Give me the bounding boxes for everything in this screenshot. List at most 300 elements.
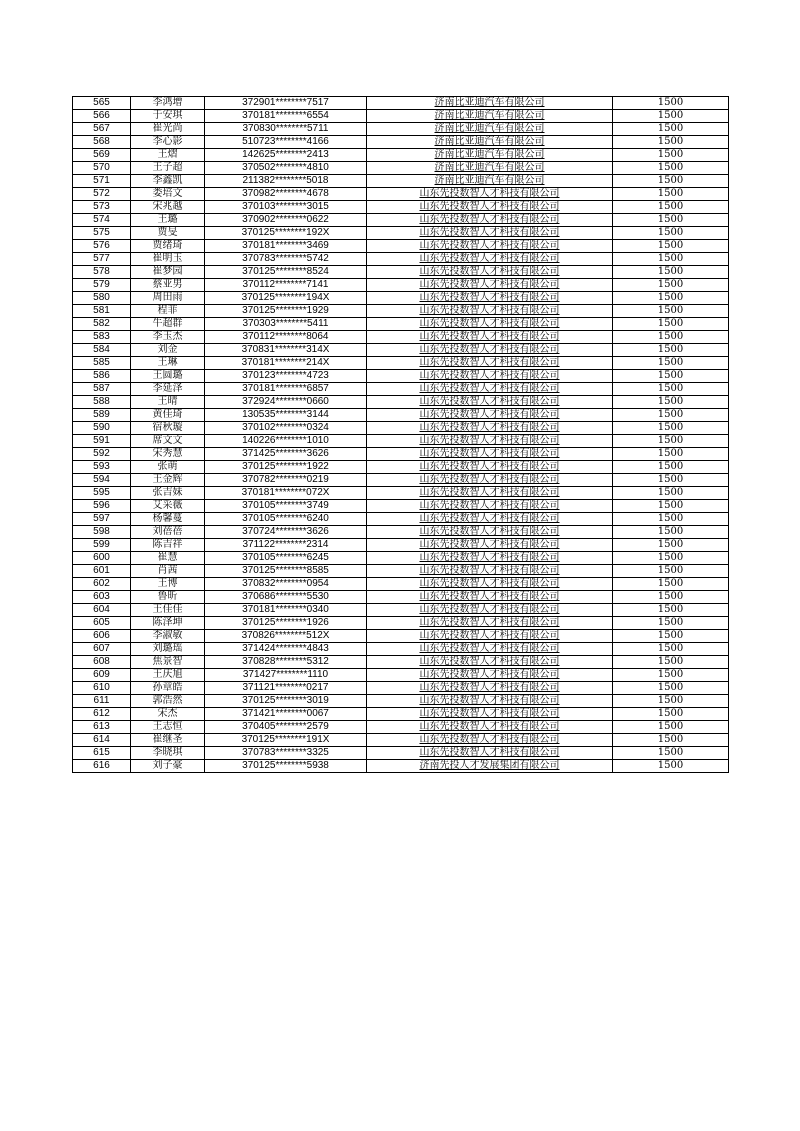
- id-number-cell: 370125********5938: [205, 760, 367, 773]
- serial-number-cell: 589: [73, 409, 131, 422]
- company-cell: 山东先投数智人才科技有限公司: [367, 266, 613, 279]
- serial-number-cell: 604: [73, 604, 131, 617]
- table-row: [73, 500, 729, 513]
- id-number-cell: 370103********3015: [205, 201, 367, 214]
- amount-cell: 1500: [613, 643, 729, 656]
- amount-cell: 1500: [613, 747, 729, 760]
- company-cell: 山东先投数智人才科技有限公司: [367, 422, 613, 435]
- name-cell: 刘子豪: [131, 760, 205, 773]
- name-cell: 张吉妹: [131, 487, 205, 500]
- name-cell: 王佳佳: [131, 604, 205, 617]
- name-cell: 王熠: [131, 149, 205, 162]
- serial-number-cell: 587: [73, 383, 131, 396]
- company-cell: 山东先投数智人才科技有限公司: [367, 227, 613, 240]
- id-number-cell: 370686********5530: [205, 591, 367, 604]
- id-number-cell: 211382********5018: [205, 175, 367, 188]
- name-cell: 周田雨: [131, 292, 205, 305]
- company-cell: 山东先投数智人才科技有限公司: [367, 396, 613, 409]
- id-number-cell: 370830********5711: [205, 123, 367, 136]
- name-cell: 崔继圣: [131, 734, 205, 747]
- company-cell: 山东先投数智人才科技有限公司: [367, 721, 613, 734]
- id-number-cell: 370125********8585: [205, 565, 367, 578]
- table-row: [73, 513, 729, 526]
- table-row: [73, 461, 729, 474]
- table-row: [73, 617, 729, 630]
- serial-number-cell: 584: [73, 344, 131, 357]
- company-cell: 济南比亚迪汽车有限公司: [367, 162, 613, 175]
- name-cell: 李鸿增: [131, 97, 205, 110]
- amount-cell: 1500: [613, 448, 729, 461]
- table-row: [73, 396, 729, 409]
- serial-number-cell: 611: [73, 695, 131, 708]
- amount-cell: 1500: [613, 734, 729, 747]
- amount-cell: 1500: [613, 591, 729, 604]
- serial-number-cell: 582: [73, 318, 131, 331]
- serial-number-cell: 568: [73, 136, 131, 149]
- serial-number-cell: 575: [73, 227, 131, 240]
- amount-cell: 1500: [613, 630, 729, 643]
- serial-number-cell: 565: [73, 97, 131, 110]
- amount-cell: 1500: [613, 383, 729, 396]
- company-cell: 山东先投数智人才科技有限公司: [367, 747, 613, 760]
- id-number-cell: 370123********4723: [205, 370, 367, 383]
- amount-cell: 1500: [613, 604, 729, 617]
- company-cell: 山东先投数智人才科技有限公司: [367, 305, 613, 318]
- id-number-cell: 370831********314X: [205, 344, 367, 357]
- id-number-cell: 370105********6245: [205, 552, 367, 565]
- id-number-cell: 370181********214X: [205, 357, 367, 370]
- table-row: [73, 682, 729, 695]
- company-cell: 山东先投数智人才科技有限公司: [367, 656, 613, 669]
- table-row: [73, 474, 729, 487]
- id-number-cell: 370181********3469: [205, 240, 367, 253]
- table-row: [73, 110, 729, 123]
- amount-cell: 1500: [613, 136, 729, 149]
- company-cell: 山东先投数智人才科技有限公司: [367, 344, 613, 357]
- id-number-cell: 370112********7141: [205, 279, 367, 292]
- table-row: [73, 201, 729, 214]
- name-cell: 崔慧: [131, 552, 205, 565]
- amount-cell: 1500: [613, 721, 729, 734]
- id-number-cell: 370902********0622: [205, 214, 367, 227]
- serial-number-cell: 574: [73, 214, 131, 227]
- company-cell: 山东先投数智人才科技有限公司: [367, 643, 613, 656]
- serial-number-cell: 571: [73, 175, 131, 188]
- id-number-cell: 370832********0954: [205, 578, 367, 591]
- amount-cell: 1500: [613, 370, 729, 383]
- company-cell: 济南比亚迪汽车有限公司: [367, 123, 613, 136]
- serial-number-cell: 566: [73, 110, 131, 123]
- company-cell: 济南比亚迪汽车有限公司: [367, 136, 613, 149]
- serial-number-cell: 595: [73, 487, 131, 500]
- company-cell: 山东先投数智人才科技有限公司: [367, 474, 613, 487]
- table-row: [73, 526, 729, 539]
- table-row: [73, 656, 729, 669]
- amount-cell: 1500: [613, 760, 729, 773]
- id-number-cell: 370125********1929: [205, 305, 367, 318]
- company-cell: 山东先投数智人才科技有限公司: [367, 591, 613, 604]
- name-cell: 宋兆越: [131, 201, 205, 214]
- table-row: [73, 344, 729, 357]
- id-number-cell: 371424********4843: [205, 643, 367, 656]
- name-cell: 宋杰: [131, 708, 205, 721]
- name-cell: 崔明玉: [131, 253, 205, 266]
- id-number-cell: 370102********0324: [205, 422, 367, 435]
- id-number-cell: 370125********1922: [205, 461, 367, 474]
- company-cell: 山东先投数智人才科技有限公司: [367, 370, 613, 383]
- subsidy-table: [72, 96, 729, 773]
- table-row: [73, 643, 729, 656]
- name-cell: 席文文: [131, 435, 205, 448]
- name-cell: 刘蓓蓓: [131, 526, 205, 539]
- id-number-cell: 371421********0067: [205, 708, 367, 721]
- amount-cell: 1500: [613, 669, 729, 682]
- table-row: [73, 578, 729, 591]
- company-cell: 山东先投数智人才科技有限公司: [367, 513, 613, 526]
- name-cell: 李鑫凯: [131, 175, 205, 188]
- serial-number-cell: 603: [73, 591, 131, 604]
- subsidy-list-sheet: [72, 96, 728, 773]
- name-cell: 孙章皓: [131, 682, 205, 695]
- serial-number-cell: 585: [73, 357, 131, 370]
- amount-cell: 1500: [613, 266, 729, 279]
- amount-cell: 1500: [613, 214, 729, 227]
- amount-cell: 1500: [613, 682, 729, 695]
- table-row: [73, 292, 729, 305]
- table-row: [73, 695, 729, 708]
- amount-cell: 1500: [613, 110, 729, 123]
- table-row: [73, 266, 729, 279]
- serial-number-cell: 591: [73, 435, 131, 448]
- table-row: [73, 422, 729, 435]
- id-number-cell: 371425********3626: [205, 448, 367, 461]
- table-row: [73, 630, 729, 643]
- name-cell: 王志恒: [131, 721, 205, 734]
- serial-number-cell: 597: [73, 513, 131, 526]
- amount-cell: 1500: [613, 513, 729, 526]
- company-cell: 山东先投数智人才科技有限公司: [367, 500, 613, 513]
- serial-number-cell: 615: [73, 747, 131, 760]
- amount-cell: 1500: [613, 474, 729, 487]
- table-row: [73, 318, 729, 331]
- name-cell: 郭浩然: [131, 695, 205, 708]
- id-number-cell: 370125********3019: [205, 695, 367, 708]
- company-cell: 山东先投数智人才科技有限公司: [367, 292, 613, 305]
- amount-cell: 1500: [613, 279, 729, 292]
- company-cell: 山东先投数智人才科技有限公司: [367, 214, 613, 227]
- name-cell: 蔡亚男: [131, 279, 205, 292]
- amount-cell: 1500: [613, 292, 729, 305]
- amount-cell: 1500: [613, 396, 729, 409]
- name-cell: 李淑敏: [131, 630, 205, 643]
- serial-number-cell: 570: [73, 162, 131, 175]
- id-number-cell: 370105********3749: [205, 500, 367, 513]
- company-cell: 山东先投数智人才科技有限公司: [367, 578, 613, 591]
- name-cell: 焦景智: [131, 656, 205, 669]
- amount-cell: 1500: [613, 253, 729, 266]
- table-row: [73, 539, 729, 552]
- id-number-cell: 370828********5312: [205, 656, 367, 669]
- name-cell: 李延泽: [131, 383, 205, 396]
- amount-cell: 1500: [613, 318, 729, 331]
- company-cell: 济南比亚迪汽车有限公司: [367, 110, 613, 123]
- id-number-cell: 371121********0217: [205, 682, 367, 695]
- serial-number-cell: 576: [73, 240, 131, 253]
- amount-cell: 1500: [613, 305, 729, 318]
- id-number-cell: 370405********2579: [205, 721, 367, 734]
- serial-number-cell: 586: [73, 370, 131, 383]
- amount-cell: 1500: [613, 487, 729, 500]
- table-row: [73, 721, 729, 734]
- id-number-cell: 370181********0340: [205, 604, 367, 617]
- id-number-cell: 370125********192X: [205, 227, 367, 240]
- serial-number-cell: 572: [73, 188, 131, 201]
- table-body: [73, 97, 729, 773]
- name-cell: 贾绪琦: [131, 240, 205, 253]
- name-cell: 程菲: [131, 305, 205, 318]
- id-number-cell: 370982********4678: [205, 188, 367, 201]
- id-number-cell: 370105********6240: [205, 513, 367, 526]
- name-cell: 于安琪: [131, 110, 205, 123]
- amount-cell: 1500: [613, 578, 729, 591]
- amount-cell: 1500: [613, 240, 729, 253]
- company-cell: 山东先投数智人才科技有限公司: [367, 240, 613, 253]
- table-row: [73, 669, 729, 682]
- amount-cell: 1500: [613, 357, 729, 370]
- table-row: [73, 188, 729, 201]
- amount-cell: 1500: [613, 435, 729, 448]
- id-number-cell: 370303********5411: [205, 318, 367, 331]
- serial-number-cell: 600: [73, 552, 131, 565]
- company-cell: 山东先投数智人才科技有限公司: [367, 201, 613, 214]
- table-row: [73, 760, 729, 773]
- serial-number-cell: 598: [73, 526, 131, 539]
- table-row: [73, 383, 729, 396]
- name-cell: 崔梦园: [131, 266, 205, 279]
- name-cell: 艾采薇: [131, 500, 205, 513]
- name-cell: 刘金: [131, 344, 205, 357]
- table-row: [73, 227, 729, 240]
- id-number-cell: 370125********8524: [205, 266, 367, 279]
- serial-number-cell: 579: [73, 279, 131, 292]
- serial-number-cell: 583: [73, 331, 131, 344]
- table-row: [73, 97, 729, 110]
- name-cell: 鲁昕: [131, 591, 205, 604]
- serial-number-cell: 616: [73, 760, 131, 773]
- id-number-cell: 370783********5742: [205, 253, 367, 266]
- name-cell: 张萌: [131, 461, 205, 474]
- company-cell: 山东先投数智人才科技有限公司: [367, 487, 613, 500]
- name-cell: 牛超群: [131, 318, 205, 331]
- name-cell: 黄佳琦: [131, 409, 205, 422]
- amount-cell: 1500: [613, 552, 729, 565]
- serial-number-cell: 614: [73, 734, 131, 747]
- company-cell: 山东先投数智人才科技有限公司: [367, 526, 613, 539]
- serial-number-cell: 609: [73, 669, 131, 682]
- amount-cell: 1500: [613, 656, 729, 669]
- name-cell: 宋秀慧: [131, 448, 205, 461]
- amount-cell: 1500: [613, 331, 729, 344]
- table-row: [73, 123, 729, 136]
- serial-number-cell: 599: [73, 539, 131, 552]
- name-cell: 王圆璐: [131, 370, 205, 383]
- name-cell: 王博: [131, 578, 205, 591]
- amount-cell: 1500: [613, 539, 729, 552]
- company-cell: 山东先投数智人才科技有限公司: [367, 695, 613, 708]
- amount-cell: 1500: [613, 227, 729, 240]
- serial-number-cell: 581: [73, 305, 131, 318]
- id-number-cell: 370782********0219: [205, 474, 367, 487]
- company-cell: 山东先投数智人才科技有限公司: [367, 318, 613, 331]
- amount-cell: 1500: [613, 617, 729, 630]
- serial-number-cell: 577: [73, 253, 131, 266]
- amount-cell: 1500: [613, 526, 729, 539]
- serial-number-cell: 588: [73, 396, 131, 409]
- amount-cell: 1500: [613, 695, 729, 708]
- name-cell: 王庆旭: [131, 669, 205, 682]
- id-number-cell: 372901********7517: [205, 97, 367, 110]
- serial-number-cell: 594: [73, 474, 131, 487]
- amount-cell: 1500: [613, 422, 729, 435]
- table-row: [73, 591, 729, 604]
- amount-cell: 1500: [613, 708, 729, 721]
- amount-cell: 1500: [613, 500, 729, 513]
- table-row: [73, 253, 729, 266]
- amount-cell: 1500: [613, 188, 729, 201]
- table-row: [73, 305, 729, 318]
- id-number-cell: 370502********4810: [205, 162, 367, 175]
- amount-cell: 1500: [613, 461, 729, 474]
- company-cell: 山东先投数智人才科技有限公司: [367, 435, 613, 448]
- company-cell: 山东先投数智人才科技有限公司: [367, 630, 613, 643]
- table-row: [73, 708, 729, 721]
- serial-number-cell: 601: [73, 565, 131, 578]
- id-number-cell: 130535********3144: [205, 409, 367, 422]
- company-cell: 济南比亚迪汽车有限公司: [367, 149, 613, 162]
- table-row: [73, 435, 729, 448]
- amount-cell: 1500: [613, 175, 729, 188]
- name-cell: 陈泽坤: [131, 617, 205, 630]
- amount-cell: 1500: [613, 162, 729, 175]
- table-row: [73, 747, 729, 760]
- name-cell: 陈吉祥: [131, 539, 205, 552]
- name-cell: 娄培文: [131, 188, 205, 201]
- table-row: [73, 487, 729, 500]
- id-number-cell: 371122********2314: [205, 539, 367, 552]
- company-cell: 山东先投数智人才科技有限公司: [367, 734, 613, 747]
- id-number-cell: 370724********3626: [205, 526, 367, 539]
- name-cell: 王子超: [131, 162, 205, 175]
- company-cell: 山东先投数智人才科技有限公司: [367, 448, 613, 461]
- table-row: [73, 331, 729, 344]
- id-number-cell: 370181********6857: [205, 383, 367, 396]
- company-cell: 山东先投数智人才科技有限公司: [367, 253, 613, 266]
- company-cell: 山东先投数智人才科技有限公司: [367, 331, 613, 344]
- amount-cell: 1500: [613, 149, 729, 162]
- company-cell: 山东先投数智人才科技有限公司: [367, 461, 613, 474]
- table-row: [73, 448, 729, 461]
- id-number-cell: 510723********4166: [205, 136, 367, 149]
- serial-number-cell: 605: [73, 617, 131, 630]
- table-row: [73, 149, 729, 162]
- name-cell: 李晓琪: [131, 747, 205, 760]
- id-number-cell: 142625********2413: [205, 149, 367, 162]
- id-number-cell: 370783********3325: [205, 747, 367, 760]
- name-cell: 刘璐瑶: [131, 643, 205, 656]
- table-row: [73, 734, 729, 747]
- table-row: [73, 409, 729, 422]
- name-cell: 杨馨蔓: [131, 513, 205, 526]
- table-row: [73, 565, 729, 578]
- company-cell: 山东先投数智人才科技有限公司: [367, 552, 613, 565]
- serial-number-cell: 590: [73, 422, 131, 435]
- serial-number-cell: 613: [73, 721, 131, 734]
- serial-number-cell: 567: [73, 123, 131, 136]
- id-number-cell: 370181********6554: [205, 110, 367, 123]
- company-cell: 山东先投数智人才科技有限公司: [367, 409, 613, 422]
- company-cell: 山东先投数智人才科技有限公司: [367, 604, 613, 617]
- amount-cell: 1500: [613, 201, 729, 214]
- amount-cell: 1500: [613, 565, 729, 578]
- amount-cell: 1500: [613, 97, 729, 110]
- serial-number-cell: 596: [73, 500, 131, 513]
- name-cell: 贾旻: [131, 227, 205, 240]
- table-row: [73, 370, 729, 383]
- serial-number-cell: 610: [73, 682, 131, 695]
- id-number-cell: 370112********8064: [205, 331, 367, 344]
- name-cell: 王金辉: [131, 474, 205, 487]
- name-cell: 李心影: [131, 136, 205, 149]
- amount-cell: 1500: [613, 123, 729, 136]
- serial-number-cell: 569: [73, 149, 131, 162]
- id-number-cell: 370125********194X: [205, 292, 367, 305]
- name-cell: 宿秋璇: [131, 422, 205, 435]
- table-row: [73, 214, 729, 227]
- table-row: [73, 162, 729, 175]
- serial-number-cell: 608: [73, 656, 131, 669]
- id-number-cell: 372924********0660: [205, 396, 367, 409]
- table-row: [73, 552, 729, 565]
- name-cell: 崔光尚: [131, 123, 205, 136]
- serial-number-cell: 606: [73, 630, 131, 643]
- company-cell: 济南先投人才发展集团有限公司: [367, 760, 613, 773]
- company-cell: 山东先投数智人才科技有限公司: [367, 708, 613, 721]
- name-cell: 王璐: [131, 214, 205, 227]
- id-number-cell: 370181********072X: [205, 487, 367, 500]
- serial-number-cell: 602: [73, 578, 131, 591]
- table-row: [73, 279, 729, 292]
- company-cell: 山东先投数智人才科技有限公司: [367, 617, 613, 630]
- table-row: [73, 240, 729, 253]
- company-cell: 山东先投数智人才科技有限公司: [367, 357, 613, 370]
- serial-number-cell: 592: [73, 448, 131, 461]
- company-cell: 济南比亚迪汽车有限公司: [367, 175, 613, 188]
- table-row: [73, 604, 729, 617]
- serial-number-cell: 573: [73, 201, 131, 214]
- serial-number-cell: 612: [73, 708, 131, 721]
- name-cell: 王晴: [131, 396, 205, 409]
- serial-number-cell: 578: [73, 266, 131, 279]
- name-cell: 肖茜: [131, 565, 205, 578]
- id-number-cell: 140226********1010: [205, 435, 367, 448]
- serial-number-cell: 580: [73, 292, 131, 305]
- company-cell: 山东先投数智人才科技有限公司: [367, 188, 613, 201]
- table-row: [73, 136, 729, 149]
- amount-cell: 1500: [613, 344, 729, 357]
- company-cell: 山东先投数智人才科技有限公司: [367, 669, 613, 682]
- name-cell: 王琳: [131, 357, 205, 370]
- company-cell: 山东先投数智人才科技有限公司: [367, 682, 613, 695]
